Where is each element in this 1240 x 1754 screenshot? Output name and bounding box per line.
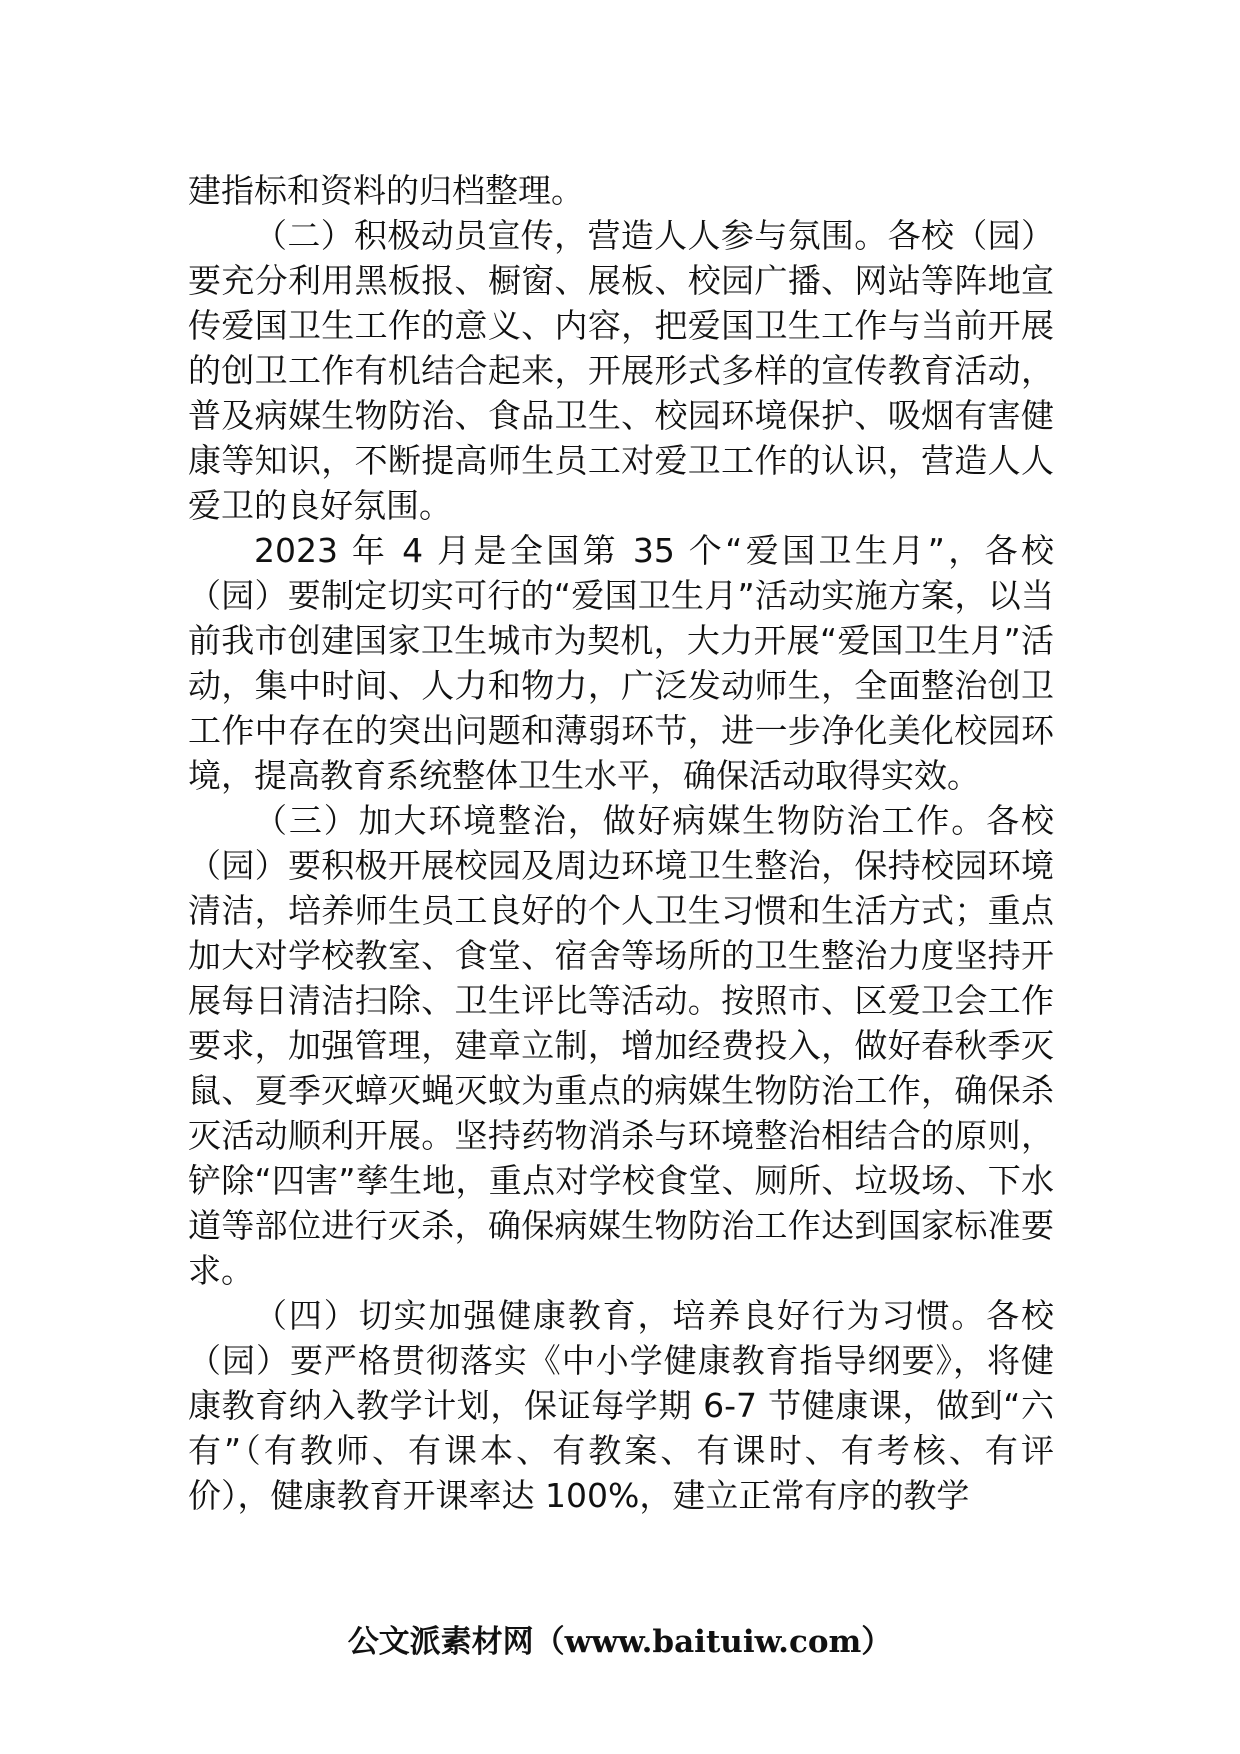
paragraph-archive: 建指标和资料的归档整理。 [188, 171, 584, 210]
paragraph-health-month: 2023 年 4 月是全国第 35 个“爱国卫生月”，各校（园）要制定切实可行的“爱国卫生月”活动实施方案，以当前我市创建国家卫生城市为契机，大力开展“爱国卫生月”活动，集中时间、人力和物力，广泛发动师生，全面整治创卫工作中存在的突出问题和薄弱环节，进一步净化美化校园环境，提高教育系统整体卫生水平，确保活动取得实效。 [188, 531, 1054, 795]
footer-watermark: 公文派素材网（www.baituiw.com） [347, 1624, 893, 1660]
paragraph-health-education: （四）切实加强健康教育，培养良好行为习惯。各校（园）要严格贯彻落实《中小学健康教育指导纲要》，将健康教育纳入教学计划，保证每学期 6-7 节健康课，做到“六有”（有教师、有课本、有教案、有课时、有考核、有评价），健康教育开课率达 100%，建立正常有序的教学 [188, 1296, 1054, 1515]
paragraph-environment: （三）加大环境整治，做好病媒生物防治工作。各校（园）要积极开展校园及周边环境卫生整治，保持校园环境清洁，培养师生员工良好的个人卫生习惯和生活方式；重点加大对学校教室、食堂、宿舍等场所的卫生整治力度坚持开展每日清洁扫除、卫生评比等活动。按照市、区爱卫会工作要求，加强管理，建章立制，增加经费投入，做好春秋季灭鼠、夏季灭蟑灭蝇灭蚊为重点的病媒生物防治工作，确保杀灭活动顺利开展。坚持药物消杀与环境整治相结合的原则，铲除“四害”孳生地，重点对学校食堂、厕所、垃圾场、下水道等部位进行灭杀，确保病媒生物防治工作达到国家标准要求。 [188, 801, 1054, 1290]
paragraph-publicity: （二）积极动员宣传，营造人人参与氛围。各校（园）要充分利用黑板报、橱窗、展板、校园广播、网站等阵地宣传爱国卫生工作的意义、内容，把爱国卫生工作与当前开展的创卫工作有机结合起来，开展形式多样的宣传教育活动，普及病媒生物防治、食品卫生、校园环境保护、吸烟有害健康等知识，不断提高师生员工对爱卫工作的认识，营造人人爱卫的良好氛围。 [188, 216, 1054, 525]
document-body [188, 168, 1054, 1518]
